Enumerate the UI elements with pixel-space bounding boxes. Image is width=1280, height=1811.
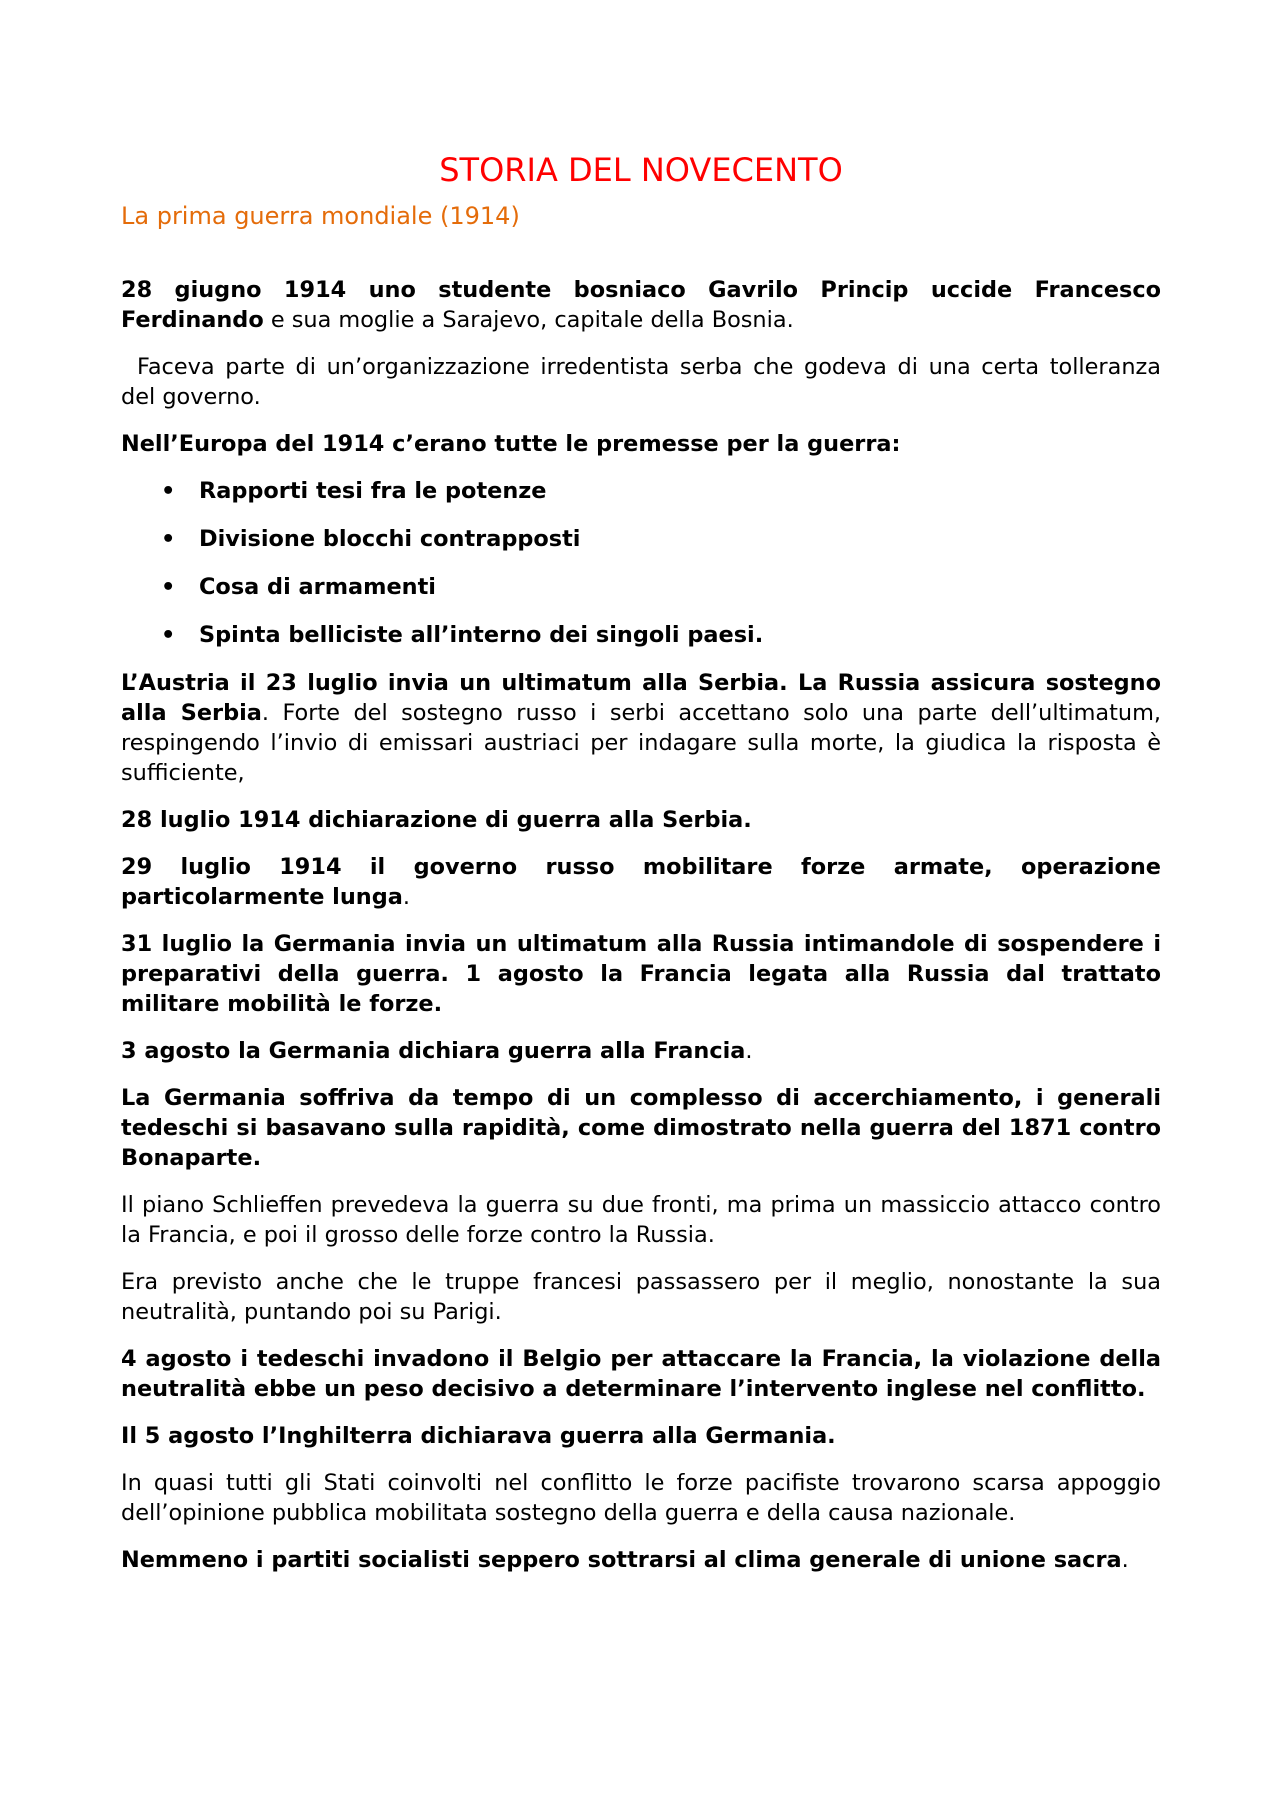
list-item — [121, 620, 1161, 650]
paragraph-text: . — [402, 884, 410, 910]
paragraph-belgium-invasion — [121, 1344, 1161, 1404]
bullet-icon: • — [161, 574, 176, 600]
paragraph-text: e sua moglie a Sarajevo, capitale della Bosnia. — [263, 307, 794, 333]
bullet-icon: • — [161, 478, 176, 504]
list-item-text: Divisione blocchi contrapposti — [199, 526, 581, 552]
paragraph-ultimatum-serbia — [121, 668, 1161, 788]
paragraph-premises — [121, 429, 1161, 459]
paragraph-schlieffen-plan: Il piano Schlieffen prevedeva la guerra su due fronti, ma prima un massiccio attacco contro la Francia, e poi il grosso delle forze contro la Russia. — [121, 1192, 1161, 1248]
paragraph-text: . Forte del sostegno russo i serbi accettano solo una parte dell’ultimatum, respingendo l’invio di emissari austriaci per indagare sulla morte, la giudica la risposta è sufficiente, — [121, 700, 1161, 786]
document-title: STORIA DEL NOVECENTO — [439, 151, 843, 189]
list-item — [121, 476, 1161, 506]
document-body — [121, 275, 1161, 1592]
paragraph-text: . — [745, 1038, 753, 1064]
bullet-icon: • — [161, 526, 176, 552]
paragraph-socialist-parties — [121, 1545, 1161, 1575]
paragraph-england-declaration — [121, 1421, 1161, 1451]
list-item-text: Spinta belliciste all’interno dei singoli paesi. — [199, 622, 764, 648]
paragraph-bold-text: 4 agosto i tedeschi invadono il Belgio per attaccare la Francia, la violazione della neutralità ebbe un peso decisivo a determinare l’intervento inglese nel conflitto. — [121, 1346, 1161, 1402]
premises-list — [121, 476, 1161, 650]
paragraph-encirclement — [121, 1083, 1161, 1173]
list-item — [121, 524, 1161, 554]
paragraph-organization: Faceva parte di un’organizzazione irredentista serba che godeva di una certa tolleranza del governo. — [121, 354, 1161, 410]
list-item-text: Rapporti tesi fra le potenze — [199, 478, 547, 504]
list-item-text: Cosa di armamenti — [199, 574, 436, 600]
paragraph-germany-france — [121, 1036, 1161, 1066]
paragraph-bold-text: 28 giugno 1914 uno studente bosniaco Gavrilo Princip uccide Francesco Ferdinando — [121, 277, 1161, 333]
paragraph-bold-text: 3 agosto la Germania dichiara guerra alla Francia — [121, 1038, 746, 1064]
list-item — [121, 572, 1161, 602]
paragraph-bold-text: 31 luglio la Germania invia un ultimatum alla Russia intimandole di sospendere i preparativi della guerra. 1 agosto la Francia legata alla Russia dal trattato militare mobilità le forze. — [121, 931, 1161, 1017]
paragraph-bold-text: Nemmeno i partiti socialisti seppero sottrarsi al clima generale di unione sacra — [121, 1547, 1122, 1573]
paragraph-assassination — [121, 275, 1161, 335]
paragraph-bold-text: Nell’Europa del 1914 c’erano tutte le premesse per la guerra: — [121, 431, 901, 457]
paragraph-neutrality: Era previsto anche che le truppe francesi passassero per il meglio, nonostante la sua neutralità, puntando poi su Parigi. — [121, 1269, 1161, 1325]
paragraph-pacifist-forces: In quasi tutti gli Stati coinvolti nel conflitto le forze pacifiste trovarono scarsa appoggio dell’opinione pubblica mobilitata sostegno della guerra e della causa nazionale. — [121, 1470, 1161, 1526]
paragraph-bold-text: L’Austria il 23 luglio invia un ultimatum alla Serbia. La Russia assicura sostegno alla Serbia — [121, 670, 1161, 726]
paragraph-russia-mobilization — [121, 852, 1161, 912]
paragraph-germany-ultimatum — [121, 929, 1161, 1019]
paragraph-bold-text: 28 luglio 1914 dichiarazione di guerra alla Serbia. — [121, 807, 752, 833]
paragraph-bold-text: 29 luglio 1914 il governo russo mobilitare forze armate, operazione particolarmente lunga — [121, 854, 1161, 910]
paragraph-text: . — [1121, 1547, 1129, 1573]
bullet-icon: • — [161, 622, 176, 648]
document-subtitle: La prima guerra mondiale (1914) — [121, 202, 520, 230]
paragraph-declaration-serbia — [121, 805, 1161, 835]
paragraph-bold-text: La Germania soffriva da tempo di un complesso di accerchiamento, i generali tedeschi si basavano sulla rapidità, come dimostrato nella guerra del 1871 contro Bonaparte. — [121, 1085, 1161, 1171]
paragraph-bold-text: Il 5 agosto l’Inghilterra dichiarava guerra alla Germania. — [121, 1423, 836, 1449]
